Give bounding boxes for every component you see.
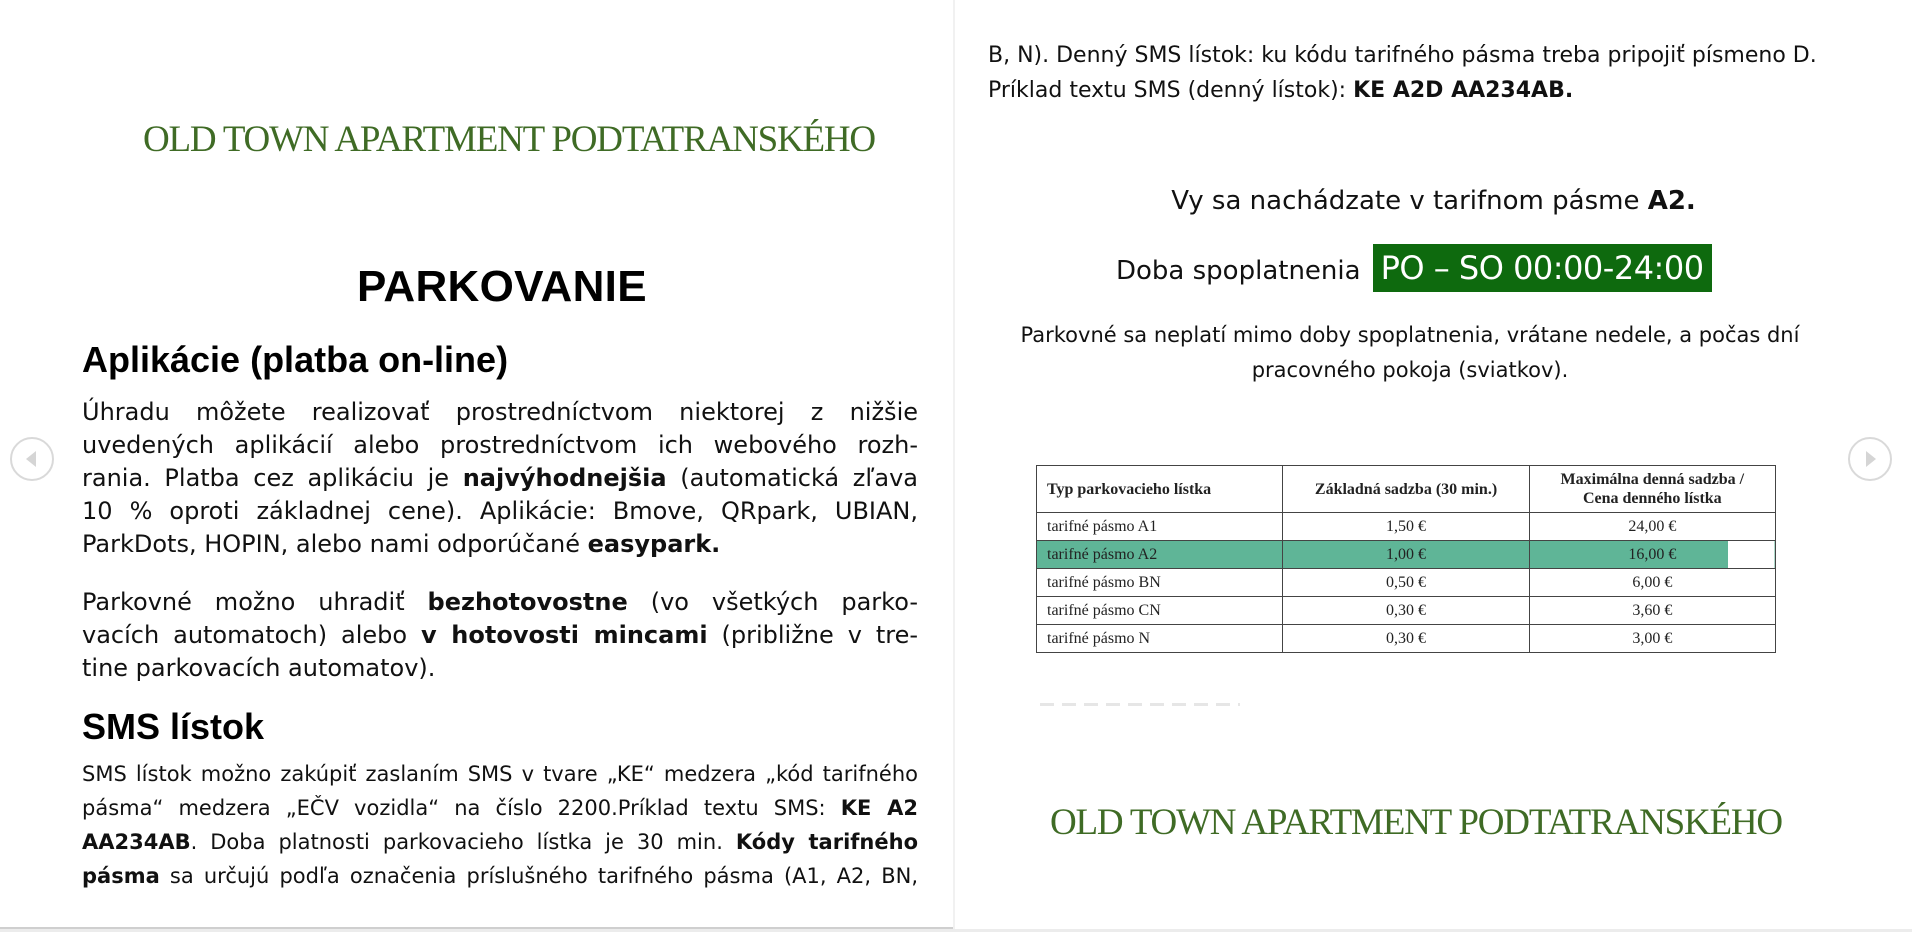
column-header: Typ parkovacieho lístka <box>1037 466 1283 513</box>
text-line: SMS lístok možno zakúpiť zaslaním SMS v tvare „KE“ medzera „kód tarifného <box>82 762 918 786</box>
text-line: rania. Platba cez aplikáciu je najvýhodnejšia (automatická zľava <box>82 464 918 492</box>
free-parking-note: Parkovné sa neplatí mimo doby spoplatnenia, vrátane nedele, a počas dní pracovného pokoja (sviatkov). <box>1020 323 1800 382</box>
faint-mark <box>1040 703 1240 706</box>
charging-hours-badge: PO – SO 00:00-24:00 <box>1373 244 1712 292</box>
table-cell: 6,00 € <box>1529 569 1775 597</box>
sms-continuation <box>988 38 1817 108</box>
table-cell: tarifné pásmo A1 <box>1037 513 1283 541</box>
table-row <box>1037 625 1776 653</box>
table-row <box>1037 569 1776 597</box>
text-line: B, N). Denný SMS lístok: ku kódu tarifného pásma treba pripojiť písmeno D. <box>988 43 1817 68</box>
column-header: Základná sadzba (30 min.) <box>1283 466 1529 513</box>
table-cell: 0,30 € <box>1283 597 1529 625</box>
table-row <box>1037 541 1776 569</box>
sms-paragraph <box>82 757 918 893</box>
table-cell: 24,00 € <box>1529 513 1775 541</box>
table-cell: 3,00 € <box>1529 625 1775 653</box>
sms-heading: SMS lístok <box>82 706 265 747</box>
text-line: pásma sa určujú podľa označenia príslušného tarifného pásma (A1, A2, BN, <box>82 864 918 888</box>
chevron-left-icon <box>12 439 52 479</box>
table-cell: tarifné pásmo CN <box>1037 597 1283 625</box>
text-line: vacích automatoch) alebo v hotovosti mincami (približne v tre- <box>82 621 918 649</box>
next-page-button[interactable] <box>1848 437 1892 481</box>
brand-header: OLD TOWN APARTMENT PODTATRANSKÉHO <box>143 119 875 160</box>
table-cell: tarifné pásmo BN <box>1037 569 1283 597</box>
text-line: ParkDots, HOPIN, alebo nami odporúčané easypark. <box>82 530 721 558</box>
payment-paragraph <box>82 586 918 685</box>
apps-paragraph <box>82 396 918 561</box>
tariff-zone-line: Vy sa nachádzate v tarifnom pásme A2. <box>1171 186 1696 216</box>
prev-page-button[interactable] <box>10 437 54 481</box>
table-cell: tarifné pásmo A2 <box>1037 541 1283 569</box>
tariff-table <box>1036 465 1776 653</box>
table-cell: 1,50 € <box>1283 513 1529 541</box>
page-title: PARKOVANIE <box>357 262 647 311</box>
left-page <box>0 0 953 932</box>
table-header-row <box>1037 466 1776 513</box>
text-line: 10 % oproti základnej cene). Aplikácie: Bmove, QRpark, UBIAN, <box>82 497 918 525</box>
text-line: tine parkovacích automatov). <box>82 654 436 682</box>
table-cell: 16,00 € <box>1529 541 1775 569</box>
table-row <box>1037 513 1776 541</box>
text-line: pásma“ medzera „EČV vozidla“ na číslo 2200.Príklad textu SMS: KE A2 <box>82 796 918 820</box>
table-cell: tarifné pásmo N <box>1037 625 1283 653</box>
tariff-zone-value: A2. <box>1647 186 1696 216</box>
text-line: Parkovné možno uhradiť bezhotovostne (vo všetkých parko- <box>82 588 919 616</box>
brand-footer: OLD TOWN APARTMENT PODTATRANSKÉHO <box>1050 802 1782 843</box>
table-cell: 0,50 € <box>1283 569 1529 597</box>
table-cell: 1,00 € <box>1283 541 1529 569</box>
table-cell: 0,30 € <box>1283 625 1529 653</box>
charging-hours-line <box>1116 244 1712 292</box>
chevron-right-icon <box>1850 439 1890 479</box>
table-cell: 3,60 € <box>1529 597 1775 625</box>
text-line: AA234AB. Doba platnosti parkovacieho lístka je 30 min. Kódy tarifného <box>82 830 918 854</box>
text-line: Úhradu môžete realizovať prostredníctvom niektorej z nižšie <box>82 398 918 426</box>
text-line: uvedených aplikácií alebo prostredníctvom ich webového rozh- <box>82 431 918 459</box>
text-line: Príklad textu SMS (denný lístok): KE A2D AA234AB. <box>988 78 1574 103</box>
charging-hours-label: Doba spoplatnenia <box>1116 256 1361 286</box>
apps-heading: Aplikácie (platba on-line) <box>82 339 509 380</box>
table-row <box>1037 597 1776 625</box>
column-header: Maximálna denná sadzba / Cena denného lístka <box>1529 466 1775 513</box>
